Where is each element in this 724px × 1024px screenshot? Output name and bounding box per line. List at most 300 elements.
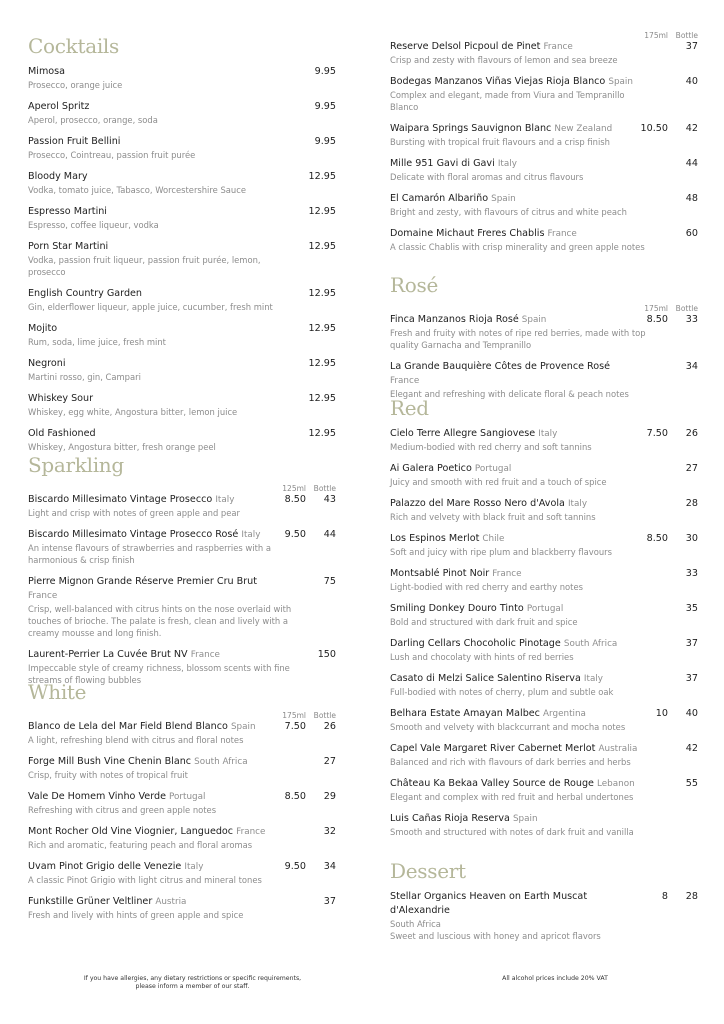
menu-item — [28, 287, 336, 313]
menu-item-row — [28, 575, 336, 603]
menu-item-name-wrap — [28, 392, 276, 406]
menu-item-row — [28, 825, 336, 839]
menu-item-name-wrap — [390, 192, 638, 206]
menu-item-name-wrap — [390, 313, 638, 327]
menu-item-name-wrap — [28, 65, 276, 79]
menu-item-row — [390, 122, 698, 136]
glass-size-header: 175ml — [644, 31, 668, 40]
menu-item-origin: Portugal — [474, 464, 512, 474]
bottle-price: 43 — [323, 494, 336, 505]
menu-item-description: Crisp and zesty with flavours of lemon and sea breeze — [390, 55, 618, 65]
allergy-notice — [60, 975, 325, 991]
menu-item-row — [390, 75, 698, 89]
glass-price: 7.50 — [284, 721, 306, 732]
menu-item-row — [390, 532, 698, 546]
menu-item-row — [28, 493, 336, 507]
glass-price: 8.50 — [646, 314, 668, 325]
bottle-price: 42 — [685, 743, 698, 754]
bottle-price: 75 — [323, 576, 336, 587]
menu-item — [28, 720, 336, 746]
menu-item-name: Château Ka Bekaa Valley Source de Rouge — [390, 778, 594, 789]
menu-item-row — [28, 357, 336, 371]
menu-item — [390, 227, 698, 253]
menu-item-description: A light, refreshing blend with citrus and floral notes — [28, 735, 244, 745]
menu-item-name: Reserve Delsol Picpoul de Pinet — [390, 41, 541, 52]
bottle-price: 12.95 — [308, 428, 336, 439]
menu-item-description: Light and crisp with notes of green apple and pear — [28, 508, 240, 518]
bottle-price: 48 — [685, 193, 698, 204]
menu-item-row — [28, 755, 336, 769]
menu-item-name-wrap — [390, 890, 638, 918]
menu-item-name: Montsablé Pinot Noir — [390, 568, 490, 579]
menu-item-name: Espresso Martini — [28, 206, 107, 217]
menu-item-name-wrap — [390, 462, 638, 476]
bottle-price: 12.95 — [308, 206, 336, 217]
glass-price: 8.50 — [646, 533, 668, 544]
menu-item-name-wrap — [28, 825, 276, 839]
menu-item-description: A classic Chablis with crisp minerality and green apple notes — [390, 242, 645, 252]
menu-item-name-wrap — [28, 528, 276, 542]
white-continued-section — [390, 31, 698, 262]
section-heading: Cocktails — [28, 34, 119, 58]
menu-item-name: Aperol Spritz — [28, 101, 90, 112]
glass-price: 7.50 — [646, 428, 668, 439]
bottle-price: 28 — [685, 498, 698, 509]
menu-item-name: Belhara Estate Amayan Malbec — [390, 708, 540, 719]
menu-item-name: Whiskey Sour — [28, 393, 94, 404]
menu-item-name: Stellar Organics Heaven on Earth Muscat d'Alexandrie — [390, 891, 588, 916]
menu-item-name: Negroni — [28, 358, 66, 369]
menu-item-row — [28, 427, 336, 441]
menu-item-name-wrap — [390, 157, 638, 171]
menu-item-row — [28, 205, 336, 219]
menu-item-description: Aperol, prosecco, orange, soda — [28, 115, 158, 125]
section-heading: Dessert — [390, 859, 466, 883]
menu-item-row — [390, 462, 698, 476]
menu-item-desc-row — [390, 826, 698, 840]
menu-item-description: Gin, elderflower liqueur, apple juice, cucumber, fresh mint — [28, 302, 273, 312]
menu-item-name: Bodegas Manzanos Viñas Viejas Rioja Blanco — [390, 76, 606, 87]
menu-item-name: Mont Rocher Old Vine Viognier, Languedoc — [28, 826, 234, 837]
menu-item-name: Uvam Pinot Grigio delle Venezie — [28, 861, 182, 872]
section-heading: White — [28, 680, 87, 704]
bottle-price: 9.95 — [314, 101, 336, 112]
menu-item-description: Sweet and luscious with honey and apricot flavors — [390, 931, 601, 941]
bottle-header: Bottle — [313, 711, 336, 720]
menu-item-row — [390, 192, 698, 206]
dessert-section — [390, 856, 698, 951]
menu-item-name: Ai Galera Poetico — [390, 463, 472, 474]
menu-item-origin: Italy — [497, 159, 517, 169]
menu-item-row — [28, 895, 336, 909]
menu-item-description: Crisp, fruity with notes of tropical fruit — [28, 770, 188, 780]
menu-item-origin: South Africa — [390, 919, 441, 929]
glass-size-header: 175ml — [644, 304, 668, 313]
menu-item — [28, 895, 336, 921]
menu-item-name-wrap — [390, 812, 638, 826]
vat-notice: All alcohol prices include 20% VAT — [502, 975, 608, 982]
menu-item-description: Espresso, coffee liqueur, vodka — [28, 220, 159, 230]
menu-item-row — [390, 707, 698, 721]
glass-price: 8.50 — [284, 494, 306, 505]
menu-item-row — [28, 528, 336, 542]
menu-item-description: Complex and elegant, made from Viura and Tempranillo Blanco — [390, 90, 625, 112]
menu-item-name: Bloody Mary — [28, 171, 88, 182]
menu-item — [390, 427, 698, 453]
menu-item-name-wrap — [390, 40, 638, 54]
menu-item-origin: France — [492, 569, 522, 579]
menu-item-row — [390, 313, 698, 327]
menu-item-row — [28, 322, 336, 336]
menu-item-name: Los Espinos Merlot — [390, 533, 480, 544]
menu-item-name-wrap — [390, 602, 638, 616]
menu-item-row — [390, 157, 698, 171]
menu-item-description: A classic Pinot Grigio with light citrus and mineral tones — [28, 875, 262, 885]
menu-item-origin: Spain — [491, 194, 516, 204]
menu-item-name-wrap — [28, 205, 276, 219]
menu-item-name-wrap — [28, 357, 276, 371]
menu-item-name-wrap — [390, 637, 638, 651]
menu-item — [28, 100, 336, 126]
menu-item-row — [390, 427, 698, 441]
menu-item-origin: France — [28, 591, 58, 601]
menu-item-origin: France — [390, 376, 420, 386]
menu-item — [390, 192, 698, 218]
menu-item-origin: Australia — [598, 744, 638, 754]
menu-item-row — [28, 720, 336, 734]
menu-item-name: Luis Cañas Rioja Reserva — [390, 813, 510, 824]
menu-item-origin: Chile — [482, 534, 505, 544]
menu-item — [390, 40, 698, 66]
menu-item-description: Fresh and lively with hints of green apple and spice — [28, 910, 244, 920]
menu-item-description: Balanced and rich with flavours of dark berries and herbs — [390, 757, 631, 767]
bottle-price: 26 — [323, 721, 336, 732]
menu-item-name-wrap — [390, 427, 638, 441]
menu-item-name: Biscardo Millesimato Vintage Prosecco Rosé — [28, 529, 239, 540]
menu-item-description: Rich and aromatic, featuring peach and floral aromas — [28, 840, 253, 850]
menu-item-name-wrap — [28, 240, 276, 254]
menu-item — [28, 860, 336, 886]
menu-item-row — [28, 65, 336, 79]
bottle-price: 55 — [685, 778, 698, 789]
menu-item-name-wrap — [28, 135, 276, 149]
menu-item-name: Domaine Michaut Freres Chablis — [390, 228, 545, 239]
menu-item-description: An intense flavours of strawberries and raspberries with a harmonious & crisp finish — [28, 543, 271, 565]
menu-item-name-wrap — [390, 360, 638, 388]
section-heading: Rosé — [390, 273, 438, 297]
menu-item-row — [28, 170, 336, 184]
menu-item-origin: Italy — [583, 674, 603, 684]
bottle-price: 40 — [685, 76, 698, 87]
price-column-headers — [390, 31, 698, 40]
menu-item — [390, 567, 698, 593]
bottle-header: Bottle — [675, 304, 698, 313]
menu-item-origin: Spain — [512, 814, 538, 824]
menu-item-row — [390, 360, 698, 388]
menu-item-description: Whiskey, Angostura bitter, fresh orange peel — [28, 442, 216, 452]
bottle-price: 37 — [685, 673, 698, 684]
bottle-price: 12.95 — [308, 358, 336, 369]
menu-item-name: Pierre Mignon Grande Réserve Premier Cru Brut — [28, 576, 258, 587]
menu-item-name: Passion Fruit Bellini — [28, 136, 121, 147]
menu-item — [390, 777, 698, 803]
menu-item-row — [28, 287, 336, 301]
menu-item-name: La Grande Bauquière Côtes de Provence Rosé — [390, 361, 611, 372]
allergy-line-1: If you have allergies, any dietary restrictions or specific requirements, — [83, 975, 302, 982]
menu-item-row — [390, 602, 698, 616]
menu-item-description: Martini rosso, gin, Campari — [28, 372, 141, 382]
menu-item-row — [28, 100, 336, 114]
bottle-price: 33 — [685, 314, 698, 325]
bottle-price: 37 — [685, 41, 698, 52]
menu-item-name: Porn Star Martini — [28, 241, 109, 252]
menu-item-name: Blanco de Lela del Mar Field Blend Blanco — [28, 721, 228, 732]
menu-item-description: Crisp, well-balanced with citrus hints on the nose overlaid with touches of brioche. The palate is fresh, clean and lively with a creamy mousse and long finish. — [28, 604, 292, 638]
bottle-price: 12.95 — [308, 288, 336, 299]
glass-size-header: 125ml — [282, 484, 306, 493]
menu-item-name-wrap — [28, 790, 276, 804]
bottle-price: 30 — [685, 533, 698, 544]
menu-item-name-wrap — [28, 493, 276, 507]
menu-item-name-wrap — [390, 497, 638, 511]
menu-item-description: Medium-bodied with red cherry and soft tannins — [390, 442, 592, 452]
menu-item — [28, 205, 336, 231]
menu-item-name: Mojito — [28, 323, 58, 334]
menu-item-origin: Spain — [608, 77, 633, 87]
menu-item — [28, 392, 336, 418]
menu-item-origin: France — [543, 42, 573, 52]
menu-item-name: English Country Garden — [28, 288, 143, 299]
menu-item-name-wrap — [390, 122, 638, 136]
menu-item — [28, 790, 336, 816]
menu-item — [390, 602, 698, 628]
menu-item — [28, 65, 336, 91]
menu-item — [28, 755, 336, 781]
menu-item-name-wrap — [28, 575, 276, 603]
menu-item-name: Biscardo Millesimato Vintage Prosecco — [28, 494, 213, 505]
menu-item — [28, 322, 336, 348]
menu-item-row — [390, 890, 698, 918]
menu-item-origin: New Zealand — [554, 124, 613, 134]
menu-item-description: Bursting with tropical fruit flavours and a crisp finish — [390, 137, 610, 147]
menu-item — [390, 707, 698, 733]
allergy-line-2: please inform a member of our staff. — [135, 983, 250, 990]
menu-item-name: El Camarón Albariño — [390, 193, 489, 204]
menu-item-description: Prosecco, orange juice — [28, 80, 123, 90]
menu-item-name-wrap — [28, 755, 276, 769]
bottle-header: Bottle — [675, 31, 698, 40]
menu-item-description: Light-bodied with red cherry and earthy notes — [390, 582, 583, 592]
menu-item-row — [28, 648, 336, 662]
menu-item-row — [390, 40, 698, 54]
menu-item-description: Rich and velvety with black fruit and soft tannins — [390, 512, 596, 522]
bottle-price: 35 — [685, 603, 698, 614]
menu-item — [28, 493, 336, 519]
red-section — [390, 393, 698, 849]
section-heading: Sparkling — [28, 453, 124, 477]
bottle-price: 27 — [685, 463, 698, 474]
menu-item-description: Elegant and refreshing with delicate floral & peach notes — [390, 389, 629, 399]
bottle-price: 32 — [323, 826, 336, 837]
menu-item-origin: France — [547, 229, 577, 239]
menu-item — [390, 313, 698, 351]
sparkling-section — [28, 450, 336, 695]
menu-item-name: Forge Mill Bush Vine Chenin Blanc — [28, 756, 192, 767]
menu-item — [390, 497, 698, 523]
menu-item — [28, 170, 336, 196]
bottle-price: 12.95 — [308, 241, 336, 252]
rose-section — [390, 270, 698, 409]
menu-item-name: Palazzo del Mare Rosso Nero d'Avola — [390, 498, 565, 509]
menu-item-name: Capel Vale Margaret River Cabernet Merlot — [390, 743, 596, 754]
menu-item-origin: Italy — [538, 429, 558, 439]
menu-item-name: Laurent-Perrier La Cuvée Brut NV — [28, 649, 188, 660]
menu-item-name: Darling Cellars Chocoholic Pinotage — [390, 638, 561, 649]
menu-item-name: Mille 951 Gavi di Gavi — [390, 158, 495, 169]
bottle-price: 12.95 — [308, 171, 336, 182]
menu-item — [28, 825, 336, 851]
menu-item — [28, 528, 336, 566]
bottle-price: 12.95 — [308, 393, 336, 404]
menu-item-description: Full-bodied with notes of cherry, plum and subtle oak — [390, 687, 614, 697]
menu-item-name: Casato di Melzi Salice Salentino Riserva — [390, 673, 581, 684]
menu-item-origin: South Africa — [194, 757, 248, 767]
menu-item-origin: Italy — [184, 862, 204, 872]
bottle-price: 34 — [685, 361, 698, 372]
bottle-price: 44 — [685, 158, 698, 169]
menu-item-row — [390, 777, 698, 791]
menu-item-description: Rum, soda, lime juice, fresh mint — [28, 337, 166, 347]
menu-item-name-wrap — [28, 170, 276, 184]
menu-item-description: Delicate with floral aromas and citrus flavours — [390, 172, 584, 182]
menu-item-origin: Italy — [241, 530, 261, 540]
bottle-price: 28 — [685, 891, 698, 902]
menu-item-name: Mimosa — [28, 66, 66, 77]
menu-item — [28, 575, 336, 639]
bottle-price: 26 — [685, 428, 698, 439]
menu-item-origin: France — [236, 827, 266, 837]
menu-item-name-wrap — [390, 75, 638, 89]
menu-item-origin: Spain — [521, 315, 547, 325]
menu-item-description: Bold and structured with dark fruit and spice — [390, 617, 578, 627]
glass-price: 8 — [661, 891, 668, 902]
bottle-price: 9.95 — [314, 66, 336, 77]
menu-item-name-wrap — [28, 895, 276, 909]
menu-item-description: Bright and zesty, with flavours of citrus and white peach — [390, 207, 627, 217]
glass-price: 8.50 — [284, 791, 306, 802]
menu-item-description: Vodka, passion fruit liqueur, passion fruit purée, lemon, prosecco — [28, 255, 261, 277]
price-column-headers — [28, 711, 336, 720]
menu-item-row — [28, 240, 336, 254]
menu-item — [390, 75, 698, 113]
menu-item-name-wrap — [28, 720, 276, 734]
bottle-price: 60 — [685, 228, 698, 239]
menu-item — [390, 742, 698, 768]
glass-price: 10.50 — [640, 123, 668, 134]
menu-item-name-wrap — [390, 672, 638, 686]
menu-item-name-wrap — [390, 742, 638, 756]
menu-item-name: Waipara Springs Sauvignon Blanc — [390, 123, 552, 134]
menu-item-origin: Argentina — [543, 709, 586, 719]
menu-item-row — [28, 790, 336, 804]
menu-item-row — [28, 135, 336, 149]
menu-item-description: Vodka, tomato juice, Tabasco, Worcestershire Sauce — [28, 185, 246, 195]
menu-item-name-wrap — [390, 532, 638, 546]
menu-item-description: Whiskey, egg white, Angostura bitter, lemon juice — [28, 407, 238, 417]
glass-price: 10 — [655, 708, 668, 719]
menu-item-description: Smooth and velvety with blackcurrant and mocha notes — [390, 722, 626, 732]
menu-item-origin: Austria — [155, 897, 187, 907]
menu-item-origin: France — [190, 650, 220, 660]
menu-item-origin: Italy — [215, 495, 235, 505]
menu-item — [390, 532, 698, 558]
menu-item — [28, 357, 336, 383]
menu-item-name: Smiling Donkey Douro Tinto — [390, 603, 524, 614]
bottle-price: 29 — [323, 791, 336, 802]
bottle-price: 37 — [323, 896, 336, 907]
menu-item — [390, 890, 698, 942]
bottle-price: 44 — [323, 529, 336, 540]
menu-item-description: Impeccable style of creamy richness, blossom scents with fine streams of flowing bubbles — [28, 663, 290, 685]
bottle-price: 42 — [685, 123, 698, 134]
menu-item — [28, 135, 336, 161]
menu-item — [390, 122, 698, 148]
menu-item-name-wrap — [28, 427, 276, 441]
menu-item-name: Vale De Homem Vinho Verde — [28, 791, 166, 802]
menu-item-row — [390, 637, 698, 651]
section-heading: Red — [390, 396, 429, 420]
menu-item-origin: Spain — [230, 722, 256, 732]
menu-item-origin: Lebanon — [597, 779, 635, 789]
menu-item-description: Juicy and smooth with red fruit and a touch of spice — [390, 477, 607, 487]
bottle-price: 12.95 — [308, 323, 336, 334]
bottle-price: 27 — [323, 756, 336, 767]
price-column-headers — [390, 304, 698, 313]
menu-item — [390, 462, 698, 488]
menu-item-description: Elegant and complex with red fruit and herbal undertones — [390, 792, 634, 802]
menu-item-name: Cielo Terre Allegre Sangiovese — [390, 428, 536, 439]
menu-item-name-wrap — [28, 860, 276, 874]
menu-item-row — [390, 812, 698, 826]
menu-item — [390, 157, 698, 183]
menu-item-row — [390, 742, 698, 756]
menu-item-name-wrap — [390, 567, 638, 581]
menu-item-name: Old Fashioned — [28, 428, 96, 439]
bottle-price: 37 — [685, 638, 698, 649]
menu-item-name: Funkstille Grüner Veltliner — [28, 896, 153, 907]
menu-item-row — [390, 227, 698, 241]
menu-item-origin: Portugal — [169, 792, 206, 802]
menu-item-row — [28, 860, 336, 874]
menu-item-name-wrap — [390, 227, 638, 241]
menu-item-description: Refreshing with citrus and green apple notes — [28, 805, 217, 815]
menu-item-name-wrap — [28, 287, 276, 301]
menu-item-name-wrap — [28, 100, 276, 114]
menu-item-name-wrap — [390, 777, 638, 791]
menu-item — [390, 812, 698, 840]
menu-item-origin: Portugal — [526, 604, 564, 614]
menu-item — [28, 240, 336, 278]
menu-item-origin: Italy — [567, 499, 588, 509]
price-column-headers — [28, 484, 336, 493]
bottle-price: 33 — [685, 568, 698, 579]
glass-price: 9.50 — [284, 529, 306, 540]
bottle-price: 40 — [685, 708, 698, 719]
bottle-price: 150 — [317, 649, 336, 660]
menu-item-description: Fresh and fruity with notes of ripe red berries, made with top quality Garnacha and Tempranillo — [390, 328, 646, 350]
menu-item-name: Finca Manzanos Rioja Rosé — [390, 314, 519, 325]
menu-item-row — [390, 672, 698, 686]
